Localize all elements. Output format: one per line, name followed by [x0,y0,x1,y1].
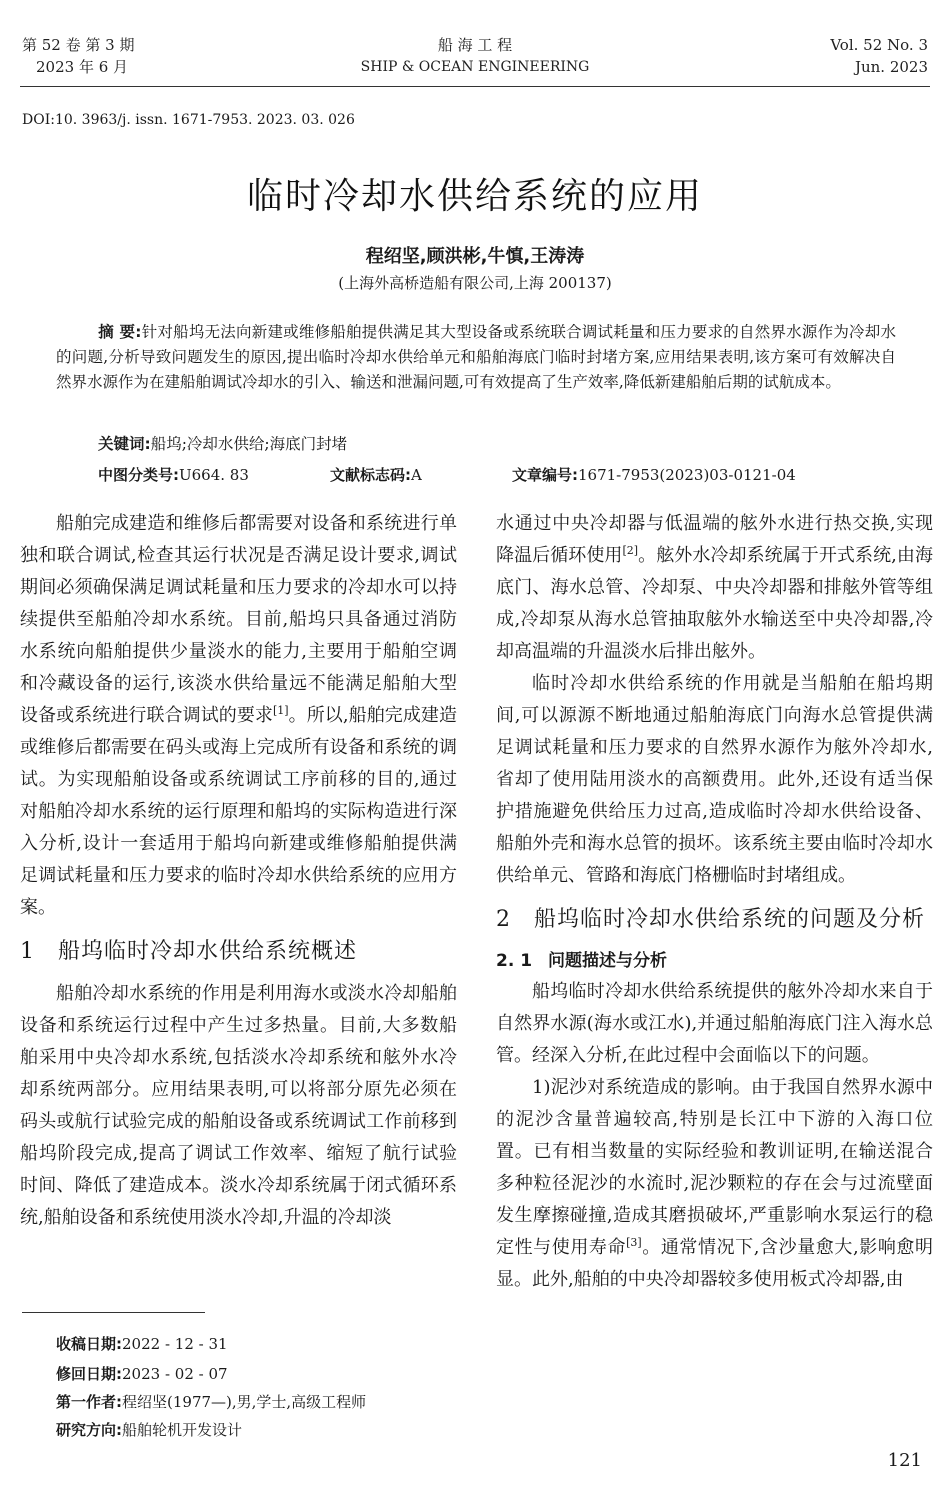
clc-label: 中图分类号: [98,466,179,484]
right-paragraph-3: 船坞临时冷却水供给系统提供的舷外冷却水来自于自然界水源(海水或江水),并通过船舶海底门注入海水总管。经深入分析,在此过程中会面临以下的问题。 [496,981,933,1066]
received-date: 2022 - 12 - 31 [122,1335,228,1353]
right-paragraph-4 [496,1072,933,1296]
doi: DOI:10. 3963/j. issn. 1671-7953. 2023. 03. 026 [22,112,355,128]
paper-title: 临时冷却水供给系统的应用 [246,176,703,217]
citation-2: [2] [622,544,639,557]
right-paragraph-2: 临时冷却水供给系统的作用就是当船舶在船坞期间,可以源源不断地通过船舶海底门向海水总管提供满足调试耗量和压力要求的自然界水源作为舷外冷却水,省却了使用陆用淡水的高额费用。此外,还设有适当保护措施避免供给压力过高,造成临时冷却水供给设备、船舶外壳和海水总管的损坏。该系统主要由临时冷却水供给单元、管路和海底门格栅临时封堵组成。 [496,673,933,886]
date-cn: 2023 年 6 月 [36,58,129,76]
footnote-author [56,1388,366,1416]
keywords [98,432,347,454]
volume-issue-cn: 第 52 卷 第 3 期 [22,36,135,54]
header-right [830,34,928,78]
first-author-info: 程绍坚(1977—),男,学士,高级工程师 [122,1393,367,1411]
abstract [56,320,896,395]
research-direction: 船舶轮机开发设计 [122,1421,243,1439]
research-label: 研究方向: [56,1421,122,1439]
authors: 程绍坚,顾洪彬,牛慎,王涛涛 [365,246,585,267]
author-label: 第一作者: [56,1393,122,1411]
article-label: 文章编号: [512,466,578,484]
header-rule [20,86,930,87]
right-p4-part-a: 1)泥沙对系统造成的影响。由于我国自然界水源中的泥沙含量普遍较高,特别是长江中下游的入海口位置。已有相当数量的实际经验和教训证明,在输送混合多种粒径泥沙的水流时,泥沙颗粒的存在会与过流壁面发生摩擦碰撞,造成其磨损破坏,严重影响水泵运行的稳定性与使用寿命 [496,1077,933,1258]
section-2-1-heading [496,946,933,976]
section-2-title: 船坞临时冷却水供给系统的问题及分析 [534,907,926,932]
document-code [330,464,422,485]
section-2-number: 2 [496,907,511,932]
section-2-1-number: 2. 1 [496,951,533,971]
keywords-text: 船坞;冷却水供给;海底门封堵 [150,435,348,453]
left-column [20,508,457,1234]
footnote-rule [22,1312,205,1313]
page-number: 121 [887,1450,922,1471]
doc-label: 文献标志码: [330,466,411,484]
right-p4-part-b: 。通常情况下,含沙量愈大,影响愈明显。此外,船舶的中央冷却器较多使用板式冷却器,由 [496,1237,933,1290]
journal-name-en: SHIP & OCEAN ENGINEERING [360,59,590,75]
affiliation: (上海外高桥造船有限公司,上海 200137) [338,274,612,292]
footnote-revised [56,1360,228,1388]
date-en: Jun. 2023 [854,58,928,76]
revised-date: 2023 - 02 - 07 [122,1365,228,1383]
revised-label: 修回日期: [56,1365,122,1383]
footnote-received [56,1330,228,1358]
header-center [0,34,950,78]
left-paragraph-1 [20,508,457,924]
right-paragraph-1 [496,508,933,668]
journal-name-cn: 船 海 工 程 [437,36,513,54]
citation-1: [1] [272,704,289,717]
section-1-number: 1 [20,939,35,964]
clc-number [98,464,249,485]
section-1-title: 船坞临时冷却水供给系统概述 [58,939,358,964]
left-p1-part-b: 。所以,船舶完成建造或维修后都需要在码头或海上完成所有设备和系统的调试。为实现船舶设备或系统调试工序前移的目的,通过对船舶冷却水系统的运行原理和船坞的实际构造进行深入分析,设计一套适用于船坞向新建或维修船舶提供满足调试耗量和压力要求的临时冷却水供给系统的应用方案。 [20,705,457,918]
abstract-text: 针对船坞无法向新建或维修船舶提供满足其大型设备或系统联合调试耗量和压力要求的自然界水源作为冷却水的问题,分析导致问题发生的原因,提出临时冷却水供给单元和船舶海底门临时封堵方案,应用结果表明,该方案可有效解决自然界水源作为在建船舶调试冷却水的引入、输送和泄漏问题,可有效提高了生产效率,降低新建船舶后期的试航成本。 [56,323,896,391]
doc-value: A [411,466,422,484]
section-1-heading [20,934,457,970]
clc-value: U664. 83 [179,466,249,484]
left-p1-part-a: 船舶完成建造和维修后都需要对设备和系统进行单独和联合调试,检查其运行状况是否满足设计要求,调试期间必须确保满足调试耗量和压力要求的冷却水可以持续提供至船舶冷却水系统。目前,船坞只具备通过消防水系统向船舶提供少量淡水的能力,主要用于船舶空调和冷藏设备的运行,该淡水供给量远不能满足船舶大型设备或系统进行联合调试的要求 [20,513,457,726]
left-paragraph-2: 船舶冷却水系统的作用是利用海水或淡水冷却船舶设备和系统运行过程中产生过多热量。目前,大多数船舶采用中央冷却水系统,包括淡水冷却系统和舷外水冷却系统两部分。应用结果表明,可以将部分原先必须在码头或航行试验完成的船舶设备或系统调试工作前移到船坞阶段完成,提高了调试工作效率、缩短了航行试验时间、降低了建造成本。淡水冷却系统属于闭式循环系统,船舶设备和系统使用淡水冷却,升温的冷却淡 [20,983,457,1228]
right-column [496,508,933,1296]
article-number [512,464,796,485]
footnote-research [56,1416,242,1444]
section-2-heading [496,902,933,938]
citation-3: [3] [626,1236,642,1249]
received-label: 收稿日期: [56,1335,122,1353]
abstract-label: 摘 要: [98,323,142,341]
article-value: 1671-7953(2023)03-0121-04 [578,466,796,484]
right-p1-part-b: 。舷外水冷却系统属于开式系统,由海底门、海水总管、冷却泵、中央冷却器和排舷外管等组成,冷却泵从海水总管抽取舷外水输送至中央冷却器,冷却高温端的升温淡水后排出舷外。 [496,545,933,662]
right-p1-part-a: 水通过中央冷却器与低温端的舷外水进行热交换,实现降温后循环使用 [496,513,933,566]
volume-issue-en: Vol. 52 No. 3 [830,36,928,54]
keywords-label: 关键词: [98,435,151,453]
section-2-1-title: 问题描述与分析 [548,951,667,971]
